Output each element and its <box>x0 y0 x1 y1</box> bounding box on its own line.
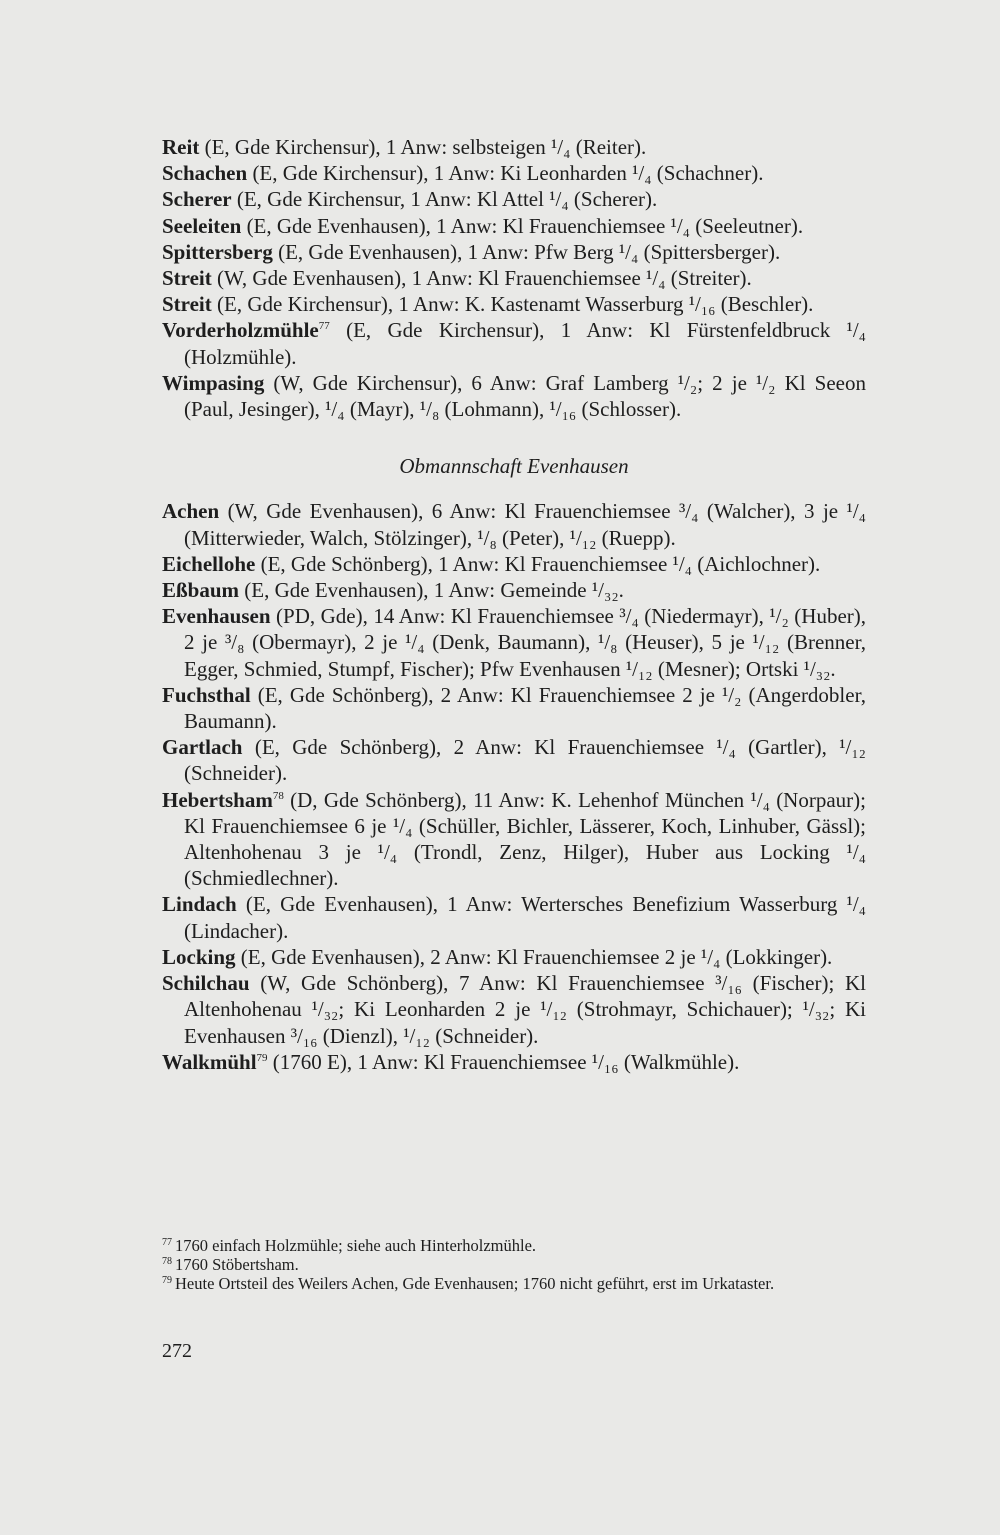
entry-description: (E, Gde Evenhausen), 2 Anw: Kl Frauenchiemsee 2 je ¹/₄ (Lokkinger). <box>235 944 833 969</box>
place-name: Walkmühl <box>162 1049 257 1074</box>
place-name: Streit <box>162 292 212 317</box>
footnote <box>162 1274 866 1293</box>
gazetteer-entry <box>162 682 866 734</box>
entry-description: (E, Gde Kirchensur, 1 Anw: Kl Attel ¹/₄ (Scherer). <box>231 187 658 212</box>
place-name: Evenhausen <box>162 604 271 629</box>
place-name: Seeleiten <box>162 213 242 238</box>
entry-description: (1760 E), 1 Anw: Kl Frauenchiemsee ¹/₁₆ (Walkmühle). <box>267 1049 740 1074</box>
section-heading: Obmannschaft Evenhausen <box>399 454 629 479</box>
entry-description: (D, Gde Schönberg), 11 Anw: K. Lehenhof München ¹/₄ (Norpaur); Kl Frauenchiemsee 6 je ¹/₄ (Schüller, Bichler, Lässerer, Koch, Linhuber, Gässl); Altenhohenau 3 je ¹/₄ (Trondl, Zenz, Hilger), Huber aus Locking ¹/₄ (Schmiedlechner). <box>184 787 866 891</box>
gazetteer-entry <box>162 577 866 603</box>
place-name: Gartlach <box>162 735 243 760</box>
gazetteer-entry <box>162 551 866 577</box>
footnote-text: Heute Ortsteil des Weilers Achen, Gde Evenhausen; 1760 nicht geführt, erst im Urkataster. <box>175 1274 775 1293</box>
footnote-text: 1760 Stöbertsham. <box>175 1255 299 1274</box>
place-name: Lindach <box>162 892 237 917</box>
gazetteer-entry <box>162 239 866 265</box>
gazetteer-entry <box>162 1049 866 1075</box>
gazetteer-entry <box>162 265 866 291</box>
entry-description: (E, Gde Schönberg), 1 Anw: Kl Frauenchiemsee ¹/₄ (Aichlochner). <box>255 551 821 576</box>
gazetteer-entry <box>162 970 866 1049</box>
place-name: Schilchau <box>162 971 250 996</box>
entry-description: (W, Gde Kirchensur), 6 Anw: Graf Lamberg ¹/₂; 2 je ¹/₂ Kl Seeon (Paul, Jesinger), ¹/₄ (Mayr), ¹/₈ (Lohmann), ¹/₁₆ (Schlosser). <box>184 370 866 422</box>
footnote-text: 1760 einfach Holzmühle; siehe auch Hinterholzmühle. <box>175 1236 537 1255</box>
place-name: Achen <box>162 499 220 524</box>
gazetteer-entry <box>162 603 866 682</box>
place-name: Locking <box>162 944 236 969</box>
gazetteer-entry <box>162 160 866 186</box>
place-name: Vorderholzmühle <box>162 318 319 343</box>
place-name: Schachen <box>162 161 248 186</box>
footnote <box>162 1236 866 1255</box>
entry-description: (E, Gde Evenhausen), 1 Anw: Gemeinde ¹/₃₂. <box>239 578 624 603</box>
entry-description: (E, Gde Kirchensur), 1 Anw: selbsteigen ¹/₄ (Reiter). <box>199 135 647 159</box>
entry-description: (PD, Gde), 14 Anw: Kl Frauenchiemsee ³/₄ (Niedermayr), ¹/₂ (Huber), 2 je ³/₈ (Obermayr), 2 je ¹/₄ (Denk, Baumann), ¹/₈ (Heuser), 5 je ¹/₁₂ (Brenner, Egger, Schmied, Stumpf, Fischer); Pfw Evenhausen ¹/₁₂ (Mesner); Ortski ¹/₃₂. <box>184 604 866 681</box>
place-name: Streit <box>162 266 212 291</box>
place-name: Hebertsham <box>162 787 273 812</box>
gazetteer-entry <box>162 291 866 317</box>
place-name: Spittersberg <box>162 239 273 264</box>
gazetteer-entry <box>162 891 866 943</box>
place-name: Reit <box>162 135 200 159</box>
gazetteer-entry <box>162 213 866 239</box>
entry-description: (W, Gde Evenhausen), 1 Anw: Kl Frauenchiemsee ¹/₄ (Streiter). <box>211 266 752 291</box>
footnotes <box>162 1236 866 1293</box>
entry-description: (E, Gde Evenhausen), 1 Anw: Wertersches Benefizium Wasserburg ¹/₄ (Lindacher). <box>184 892 866 943</box>
page-number: 272 <box>162 1340 192 1362</box>
entry-description: (E, Gde Schönberg), 2 Anw: Kl Frauenchiemsee ¹/₄ (Gartler), ¹/₁₂ (Schneider). <box>184 735 866 786</box>
entry-description: (E, Gde Kirchensur), 1 Anw: Ki Leonharden ¹/₄ (Schachner). <box>247 161 764 186</box>
place-name: Eßbaum <box>162 578 240 603</box>
place-name: Eichellohe <box>162 551 256 576</box>
entry-description: (E, Gde Kirchensur), 1 Anw: Kl Fürstenfeldbruck ¹/₄ (Holzmühle). <box>184 318 866 369</box>
place-name: Fuchsthal <box>162 682 251 707</box>
entry-description: (E, Gde Schönberg), 2 Anw: Kl Frauenchiemsee 2 je ¹/₂ (Angerdobler, Baumann). <box>184 682 866 734</box>
gazetteer-entry <box>162 787 866 892</box>
entry-description: (E, Gde Kirchensur), 1 Anw: K. Kastenamt Wasserburg ¹/₁₆ (Beschler). <box>211 292 814 317</box>
entry-description: (E, Gde Evenhausen), 1 Anw: Kl Frauenchiemsee ¹/₄ (Seeleutner). <box>241 213 804 238</box>
footnote <box>162 1255 866 1274</box>
gazetteer-entry <box>162 734 866 786</box>
entries-part2 <box>162 498 866 1074</box>
gazetteer-entry <box>162 370 866 422</box>
place-name: Scherer <box>162 187 232 212</box>
footnote-reference: 77 <box>318 320 330 333</box>
footnote-reference: 78 <box>272 789 284 802</box>
entries-part1 <box>162 134 866 422</box>
entry-description: (W, Gde Evenhausen), 6 Anw: Kl Frauenchiemsee ³/₄ (Walcher), 3 je ¹/₄ (Mitterwieder, Walch, Stölzinger), ¹/₈ (Peter), ¹/₁₂ (Ruepp). <box>184 499 866 550</box>
footnote-number: 79 <box>162 1274 172 1286</box>
gazetteer-entry <box>162 317 866 369</box>
body-text <box>162 134 866 1075</box>
place-name: Wimpasing <box>162 370 265 395</box>
gazetteer-entry <box>162 944 866 970</box>
entry-description: (E, Gde Evenhausen), 1 Anw: Pfw Berg ¹/₄ (Spittersberger). <box>272 239 781 264</box>
gazetteer-entry <box>162 134 866 160</box>
footnote-reference: 79 <box>256 1051 268 1064</box>
gazetteer-entry <box>162 498 866 550</box>
entry-description: (W, Gde Schönberg), 7 Anw: Kl Frauenchiemsee ³/₁₆ (Fischer); Kl Altenhohenau ¹/₃₂; Ki Leonharden 2 je ¹/₁₂ (Strohmayr, Schichauer); ¹/₃₂; Ki Evenhausen ³/₁₆ (Dienzl), ¹/₁₂ (Schneider). <box>184 971 866 1048</box>
footnote-number: 78 <box>162 1255 172 1267</box>
gazetteer-entry <box>162 186 866 212</box>
footnote-number: 77 <box>162 1236 172 1248</box>
